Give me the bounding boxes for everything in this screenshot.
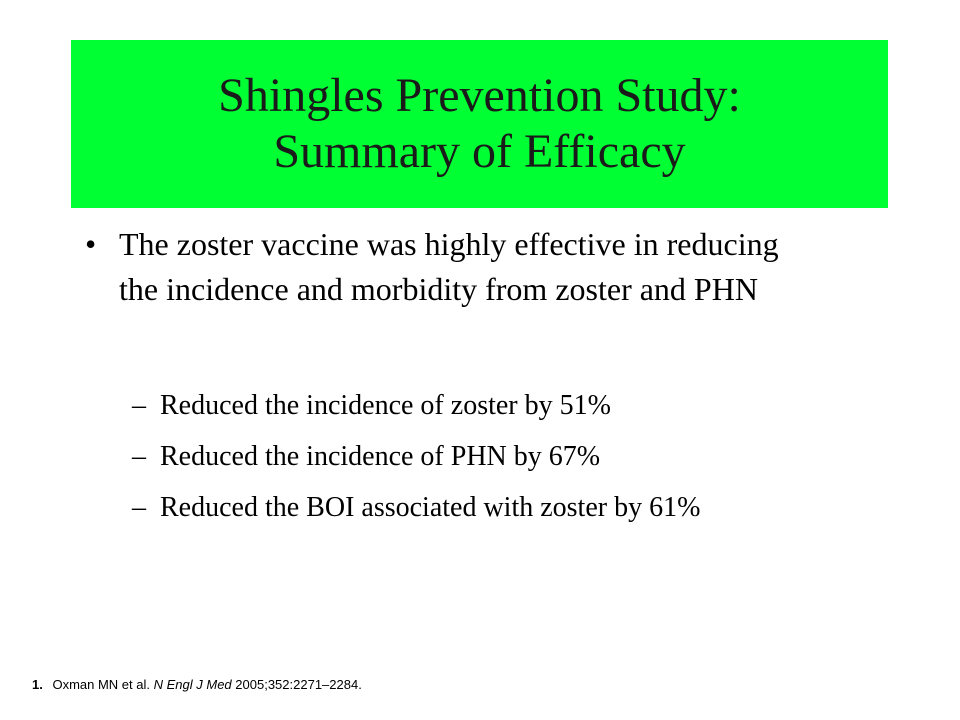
sub-bullet-zoster <box>132 386 772 426</box>
bullet-dot-icon: • <box>85 226 97 262</box>
main-bullet-text: The zoster vaccine was highly effective in reducing the incidence and morbidity from zoster and PHN <box>119 226 779 307</box>
dash-bullet-icon: – <box>132 492 146 523</box>
footnote-authors: Oxman MN et al. <box>52 677 150 692</box>
title-banner <box>71 40 888 208</box>
slide-title-line-1: Shingles Prevention Study: <box>218 69 741 122</box>
sub-bullet-phn <box>132 437 772 477</box>
footnote-citation: 2005;352:2271–2284. <box>235 677 362 692</box>
footnote-number: 1. <box>32 677 43 692</box>
reference-footnote <box>32 676 362 694</box>
sub-bullet-text: Reduced the incidence of zoster by 51% <box>160 390 611 421</box>
slide-title-line-2: Summary of Efficacy <box>273 125 686 178</box>
dash-bullet-icon: – <box>132 441 146 472</box>
dash-bullet-icon: – <box>132 390 146 421</box>
main-bullet <box>85 222 805 312</box>
footnote-journal: N Engl J Med <box>153 677 232 692</box>
sub-bullet-boi <box>132 488 772 528</box>
sub-bullet-text: Reduced the incidence of PHN by 67% <box>160 441 601 472</box>
sub-bullet-text: Reduced the BOI associated with zoster by 61% <box>160 492 701 523</box>
